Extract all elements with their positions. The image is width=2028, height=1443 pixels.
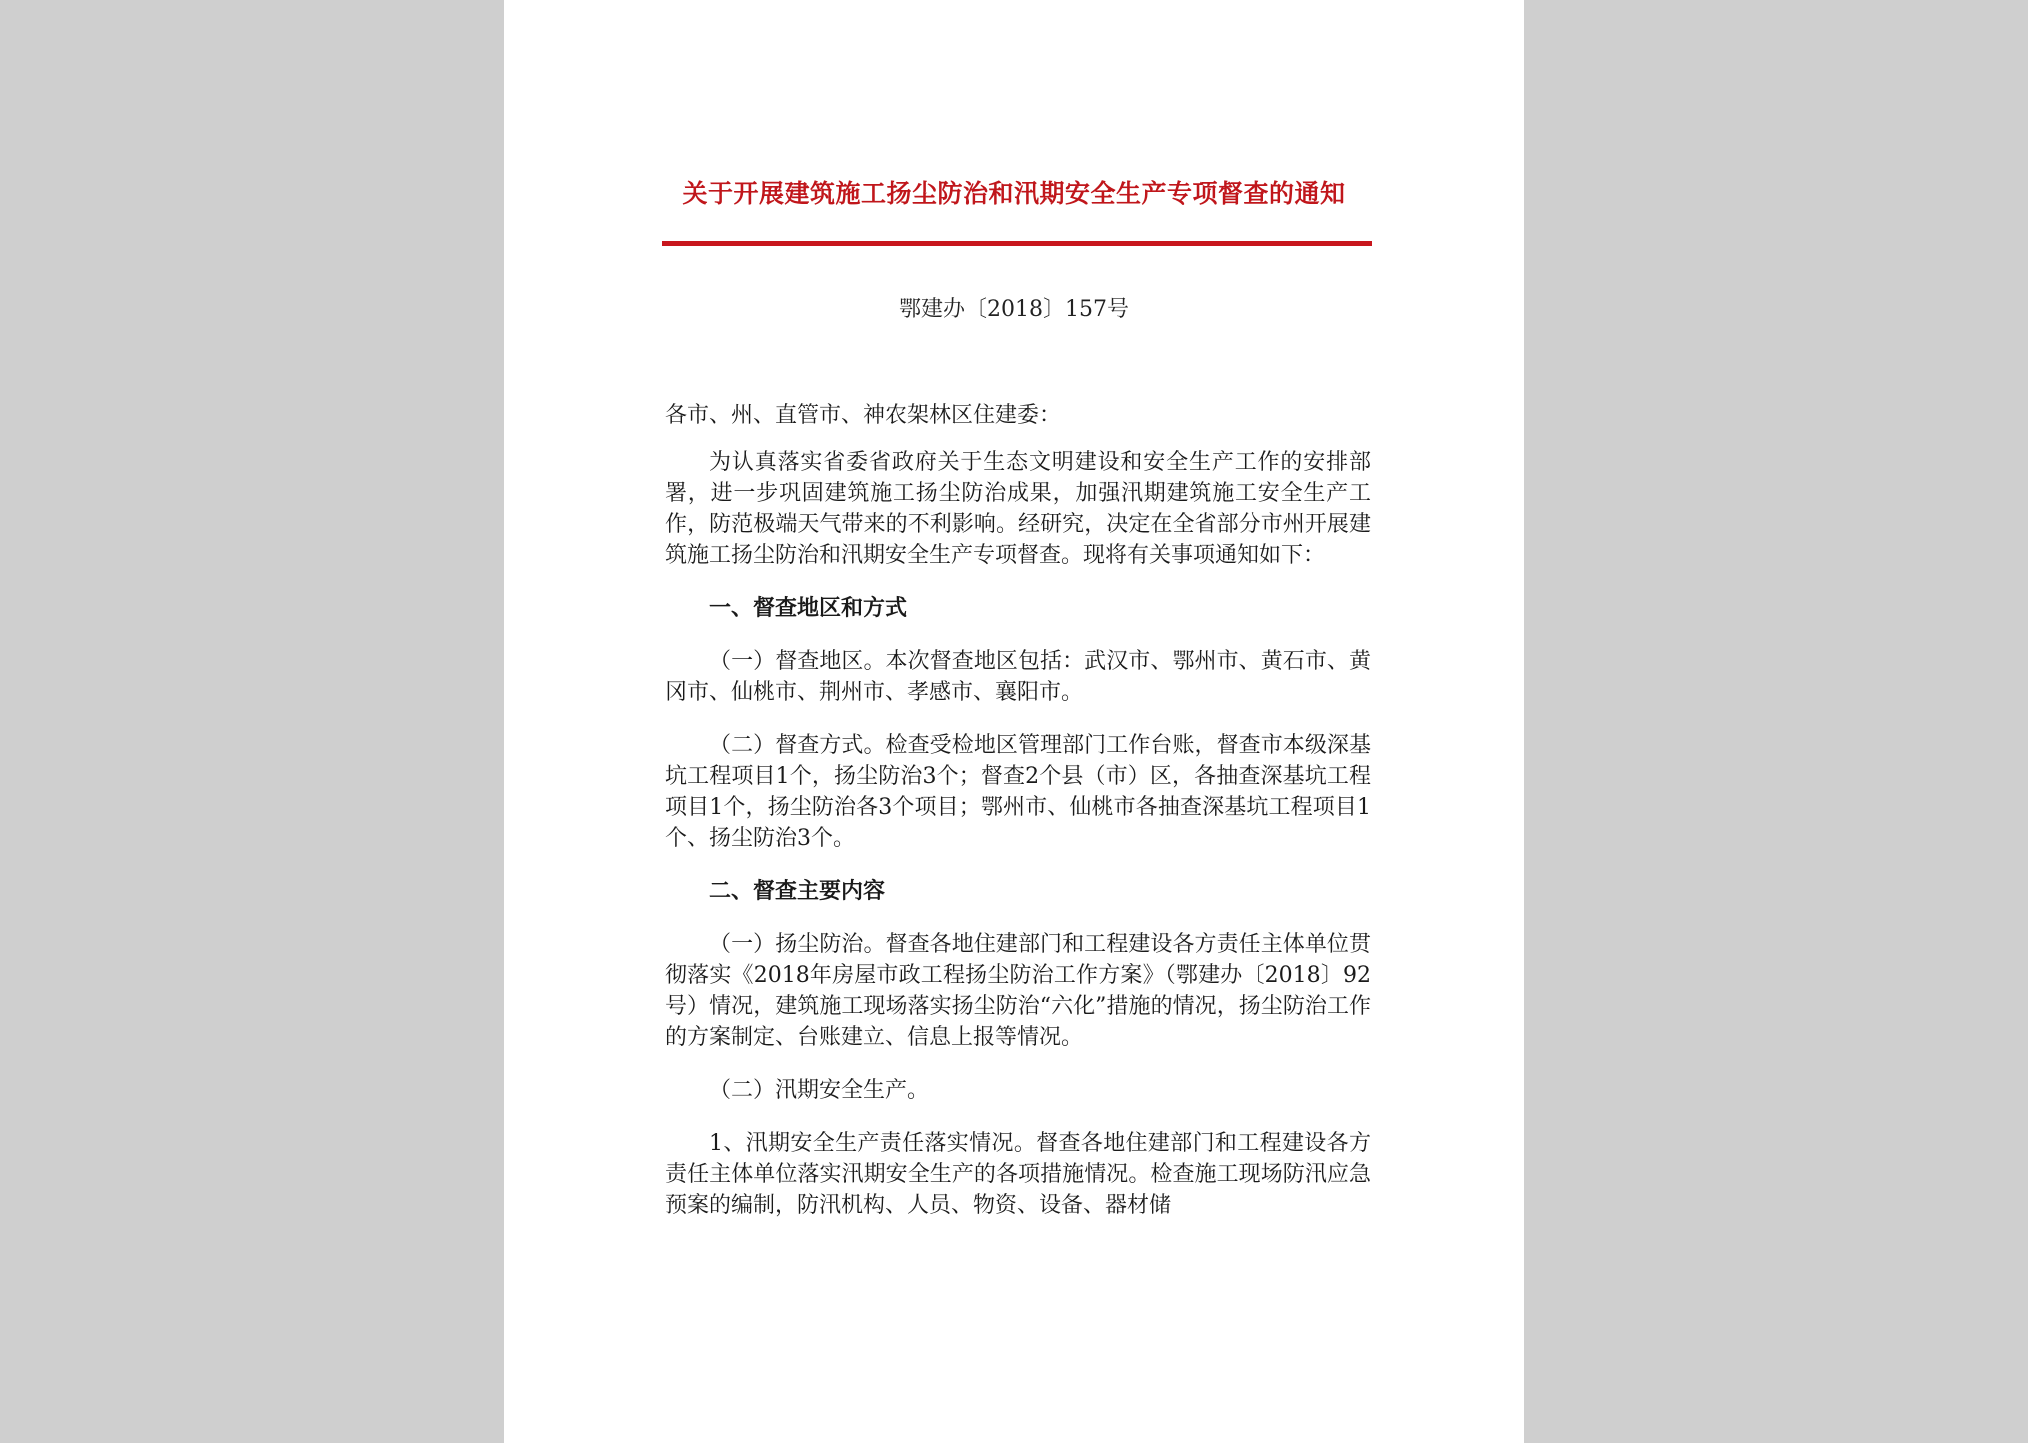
title-divider [662, 241, 1372, 246]
paragraph-flood-safety: （二）汛期安全生产。 [709, 1078, 930, 1103]
paragraph-flood-responsibility: 1、汛期安全生产责任落实情况。督查各地住建部门和工程建设各方责任主体单位落实汛期安全生产的各项措施情况。检查施工现场防汛应急预案的编制，防汛机构、人员、物资、设备、器材储 [665, 1131, 1371, 1218]
document-number: 鄂建办〔2018〕157号 [899, 297, 1129, 322]
paragraph-intro: 为认真落实省委省政府关于生态文明建设和安全生产工作的安排部署，进一步巩固建筑施工扬尘防治成果，加强汛期建筑施工安全生产工作，防范极端天气带来的不利影响。经研究，决定在全省部分市州开展建筑施工扬尘防治和汛期安全生产专项督查。现将有关事项通知如下： [665, 450, 1371, 568]
paragraph-dust-control: （一）扬尘防治。督查各地住建部门和工程建设各方责任主体单位贯彻落实《2018年房屋市政工程扬尘防治工作方案》（鄂建办〔2018〕92号）情况，建筑施工现场落实扬尘防治“六化”措施的情况，扬尘防治工作的方案制定、台账建立、信息上报等情况。 [665, 932, 1371, 1050]
salutation: 各市、州、直管市、神农架林区住建委： [665, 403, 1062, 428]
document-page [504, 0, 1524, 1443]
paragraph-inspection-areas: （一）督查地区。本次督查地区包括：武汉市、鄂州市、黄石市、黄冈市、仙桃市、荆州市、孝感市、襄阳市。 [665, 649, 1371, 705]
document-body [665, 400, 1371, 1243]
section-heading-1: 一、督查地区和方式 [709, 595, 908, 621]
paragraph-inspection-method: （二）督查方式。检查受检地区管理部门工作台账，督查市本级深基坑工程项目1个，扬尘防治3个；督查2个县（市）区，各抽查深基坑工程项目1个，扬尘防治各3个项目；鄂州市、仙桃市各抽查深基坑工程项目1个、扬尘防治3个。 [665, 733, 1371, 851]
section-heading-2: 二、督查主要内容 [709, 878, 886, 904]
document-title: 关于开展建筑施工扬尘防治和汛期安全生产专项督查的通知 [682, 179, 1346, 208]
